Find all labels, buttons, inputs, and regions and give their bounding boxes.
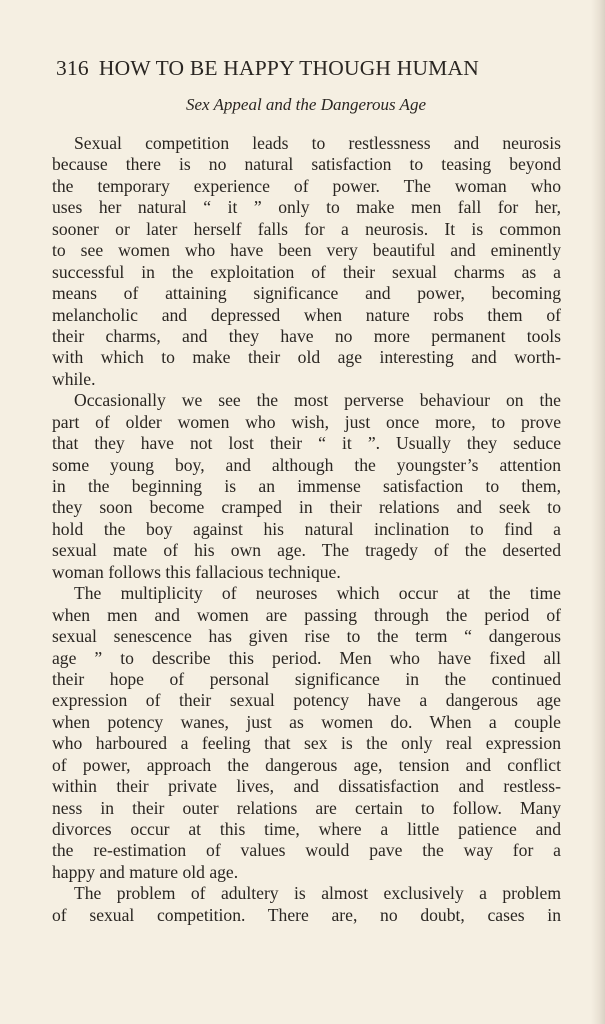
text-line: who harboured a feeling that sex is the only real expression <box>52 733 561 754</box>
text-line: to see women who have been very beautiful and eminently <box>52 240 561 261</box>
text-line: The multiplicity of neuroses which occur at the time <box>74 583 561 604</box>
text-line: sooner or later herself falls for a neurosis. It is common <box>52 218 561 239</box>
text-line: sexual senescence has given rise to the term “ dangerous <box>52 626 561 647</box>
text-line: part of older women who wish, just once more, to prove <box>52 411 561 432</box>
text-line: within their private lives, and dissatisfaction and restless- <box>52 776 561 797</box>
text-line: their charms, and they have no more permanent tools <box>52 325 561 346</box>
text-line: means of attaining significance and power, becoming <box>52 283 561 304</box>
text-line: the re-estimation of values would pave the way for a <box>52 840 561 861</box>
text-line: age ” to describe this period. Men who have fixed all <box>52 647 561 668</box>
text-line: hold the boy against his natural inclination to find a <box>52 518 561 539</box>
text-line: ness in their outer relations are certain to follow. Many <box>52 797 561 818</box>
body-text <box>52 133 561 926</box>
text-line: of sexual competition. There are, no doubt, cases in <box>52 904 561 925</box>
text-line: The problem of adultery is almost exclusively a problem <box>74 883 561 904</box>
text-line: melancholic and depressed when nature robs them of <box>52 304 561 325</box>
text-line: when potency wanes, just as women do. When a couple <box>52 711 561 732</box>
text-line: their hope of personal significance in the continued <box>52 668 561 689</box>
text-line: successful in the exploitation of their sexual charms as a <box>52 261 561 282</box>
text-line: sexual mate of his own age. The tragedy of the deserted <box>52 540 561 561</box>
text-line: some young boy, and although the youngster’s attention <box>52 454 561 475</box>
text-line: divorces occur at this time, where a little patience and <box>52 819 561 839</box>
text-line: Sexual competition leads to restlessness and neurosis <box>74 133 561 153</box>
text-line: in the beginning is an immense satisfaction to them, <box>52 476 561 496</box>
text-line: Occasionally we see the most perverse behaviour on the <box>74 390 561 411</box>
text-line: uses her natural “ it ” only to make men fall for her, <box>52 197 561 218</box>
section-title: Sex Appeal and the Dangerous Age <box>185 95 426 114</box>
text-line: they soon become cramped in their relations and seek to <box>52 497 561 518</box>
text-line: expression of their sexual potency have a dangerous age <box>52 690 561 711</box>
text-line: happy and mature old age. <box>52 861 239 882</box>
text-line: that they have not lost their “ it ”. Usually they seduce <box>52 433 561 454</box>
text-line: of power, approach the dangerous age, tension and conflict <box>52 754 561 775</box>
running-head <box>56 56 556 81</box>
text-line: when men and women are passing through the period of <box>52 604 561 625</box>
page-edge-shadow <box>591 0 605 1024</box>
running-title: HOW TO BE HAPPY THOUGH HUMAN <box>98 56 479 80</box>
text-line: while. <box>52 368 96 389</box>
text-line: because there is no natural satisfaction to teasing beyond <box>52 154 561 175</box>
text-line: the temporary experience of power. The woman who <box>52 175 561 196</box>
page-number: 316 <box>56 56 89 80</box>
text-line: woman follows this fallacious technique. <box>52 561 341 582</box>
text-line: with which to make their old age interesting and worth- <box>52 347 561 368</box>
